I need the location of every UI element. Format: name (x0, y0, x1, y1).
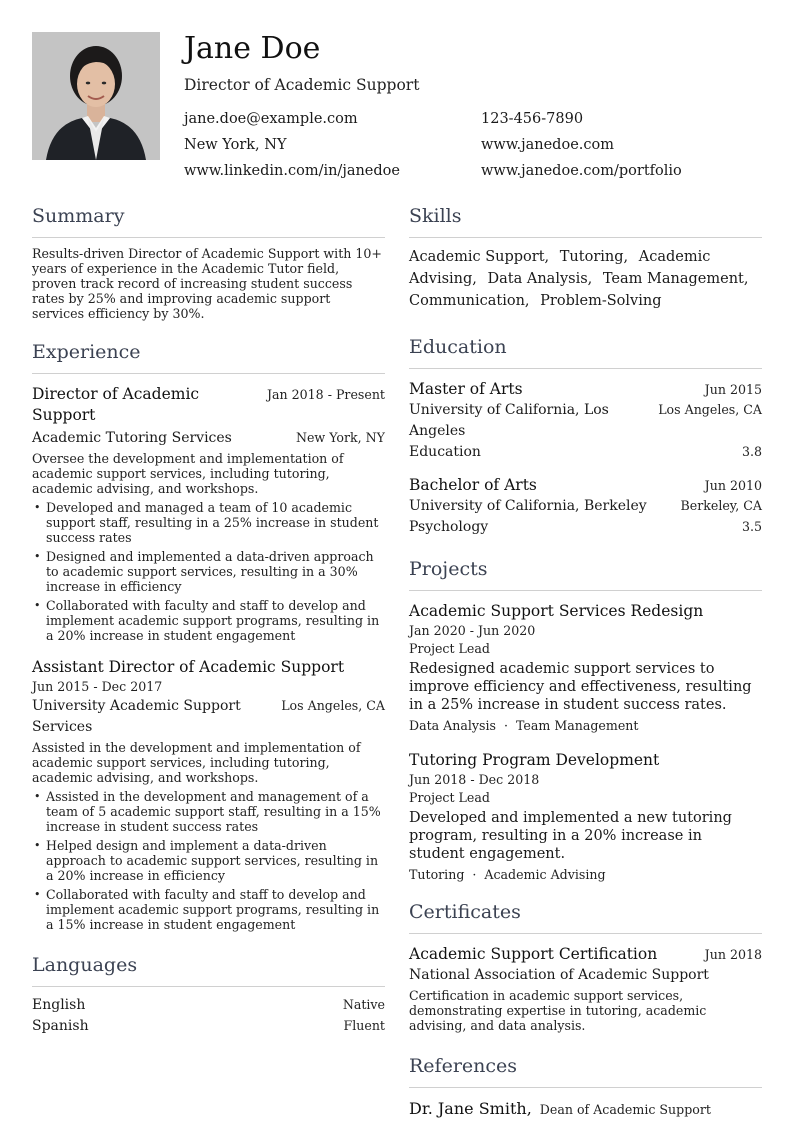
education-heading: Education (409, 334, 762, 369)
experience-bullets (32, 789, 385, 932)
experience-bullets (32, 500, 385, 643)
certificate-item (409, 944, 762, 1033)
content-columns (32, 203, 762, 1134)
education-date: Jun 2010 (704, 478, 762, 493)
certificate-description: Certification in academic support services, demonstrating expertise in tutoring, academic advising, and data analysis. (409, 988, 707, 1033)
skill-item: Academic Support, (409, 249, 550, 265)
skill-item: Communication, (409, 293, 530, 309)
skill-item: Problem-Solving (540, 293, 662, 309)
education-field: Psychology (409, 519, 489, 535)
language-name: English (32, 997, 86, 1013)
certificate-issuer: National Association of Academic Support (409, 967, 709, 983)
experience-bullet: • Assisted in the development and management of a team of 5 academic support staff, resulting in a 15% increase in student success rates (32, 789, 385, 834)
project-item (409, 601, 762, 736)
portfolio-link[interactable]: www.janedoe.com/portfolio (481, 163, 682, 179)
education-field: Education (409, 444, 481, 460)
experience-dates: Jun 2015 - Dec 2017 (32, 679, 163, 694)
experience-bullet: • Developed and managed a team of 10 academic support staff, resulting in a 25% increase in student success rates (32, 500, 385, 545)
projects-heading: Projects (409, 556, 762, 591)
project-item (409, 750, 762, 885)
person-portrait-icon (32, 32, 160, 160)
right-column (409, 203, 762, 1134)
project-tag: Data Analysis (409, 718, 496, 733)
project-description: Developed and implemented a new tutoring program, resulting in a 20% increase in student engagement. (409, 810, 732, 862)
references-heading: References (409, 1053, 762, 1088)
project-description: Redesigned academic support services to improve efficiency and effectiveness, resulting in a 25% increase in student success rates. (409, 661, 752, 713)
project-tag: Team Management (516, 718, 639, 733)
education-degree: Bachelor of Arts (409, 476, 537, 494)
education-gpa: 3.8 (741, 444, 762, 459)
experience-location: Los Angeles, CA (281, 698, 385, 713)
tag-separator: · (504, 718, 509, 733)
language-row (32, 995, 385, 1016)
summary-section (32, 203, 385, 321)
summary-heading: Summary (32, 203, 385, 238)
experience-dates: Jan 2018 - Present (266, 387, 385, 402)
experience-section (32, 339, 385, 932)
education-degree: Master of Arts (409, 380, 523, 398)
language-row (32, 1016, 385, 1037)
skills-list (409, 246, 762, 312)
experience-item (32, 384, 385, 643)
education-gpa: 3.5 (741, 519, 762, 534)
language-level: Fluent (343, 1018, 385, 1033)
experience-bullet: • Collaborated with faculty and staff to develop and implement academic support programs, resulting in a 20% increase in student engagement (32, 598, 385, 643)
education-school: University of California, Berkeley (409, 498, 647, 514)
certificates-section (409, 899, 762, 1033)
header-info (184, 32, 762, 181)
project-dates: Jun 2018 - Dec 2018 (409, 772, 540, 787)
education-location: Los Angeles, CA (658, 402, 762, 417)
skills-section (409, 203, 762, 312)
project-tags (409, 716, 762, 736)
projects-section (409, 556, 762, 885)
education-date: Jun 2015 (704, 382, 762, 397)
certificates-heading: Certificates (409, 899, 762, 934)
linkedin-link[interactable]: www.linkedin.com/in/janedoe (184, 163, 400, 179)
summary-text: Results-driven Director of Academic Support with 10+ years of experience in the Academic Tutor field, proven track record of increasing student success rates by 25% and improving academic support services efficiency by 30%. (32, 246, 382, 321)
experience-bullet: • Designed and implemented a data-driven approach to academic support services, resulting in a 30% increase in efficiency (32, 549, 385, 594)
resume-header (32, 32, 762, 181)
education-school: University of California, Los Angeles (409, 402, 609, 439)
experience-heading: Experience (32, 339, 385, 374)
experience-bullet: • Collaborated with faculty and staff to develop and implement academic support programs, resulting in a 15% increase in student engagement (32, 887, 385, 932)
experience-location: New York, NY (295, 430, 385, 445)
reference-item (409, 1098, 762, 1120)
job-title: Director of Academic Support (184, 76, 420, 94)
skill-item: Tutoring, (559, 249, 629, 265)
website-link[interactable]: www.janedoe.com (481, 137, 614, 153)
email-link[interactable]: jane.doe@example.com (184, 111, 358, 127)
skills-heading: Skills (409, 203, 762, 238)
experience-position: Assistant Director of Academic Support (32, 658, 345, 676)
contact-grid (184, 109, 762, 181)
project-tags (409, 865, 762, 885)
certificate-date: Jun 2018 (704, 947, 762, 962)
skill-item: Data Analysis, (487, 271, 593, 287)
language-name: Spanish (32, 1018, 89, 1034)
project-role: Project Lead (409, 790, 490, 805)
experience-bullet: • Helped design and implement a data-driven approach to academic support services, resulting in a 20% increase in efficiency (32, 838, 385, 883)
location-text: New York, NY (184, 137, 287, 153)
left-column (32, 203, 385, 1134)
education-location: Berkeley, CA (680, 498, 762, 513)
phone-number: 123-456-7890 (481, 111, 584, 127)
reference-role: Dean of Academic Support (539, 1102, 711, 1117)
certificate-name: Academic Support Certification (409, 945, 658, 963)
reference-name: Dr. Jane Smith, (409, 1099, 532, 1118)
project-role: Project Lead (409, 641, 490, 656)
references-section (409, 1053, 762, 1120)
person-name: Jane Doe (184, 31, 321, 66)
experience-item (32, 657, 385, 932)
project-tag: Academic Advising (484, 867, 606, 882)
languages-section (32, 952, 385, 1037)
education-item (409, 379, 762, 463)
experience-description: Oversee the development and implementation of academic support services, including tutoring, academic advising, and workshops. (32, 451, 344, 496)
skill-item: Academic Advising, (409, 249, 711, 287)
project-name: Academic Support Services Redesign (409, 602, 704, 620)
experience-company: Academic Tutoring Services (32, 430, 232, 446)
project-tag: Tutoring (409, 867, 465, 882)
education-item (409, 475, 762, 538)
language-level: Native (342, 997, 385, 1012)
languages-heading: Languages (32, 952, 385, 987)
profile-photo (32, 32, 160, 160)
skill-item: Team Management, (602, 271, 749, 287)
project-dates: Jan 2020 - Jun 2020 (409, 623, 536, 638)
project-name: Tutoring Program Development (409, 751, 660, 769)
education-section (409, 334, 762, 538)
experience-company: University Academic Support Services (32, 698, 241, 735)
experience-position: Director of Academic Support (32, 385, 200, 424)
tag-separator: · (472, 867, 477, 882)
experience-description: Assisted in the development and implementation of academic support services, including tutoring, academic advising, and workshops. (32, 740, 361, 785)
